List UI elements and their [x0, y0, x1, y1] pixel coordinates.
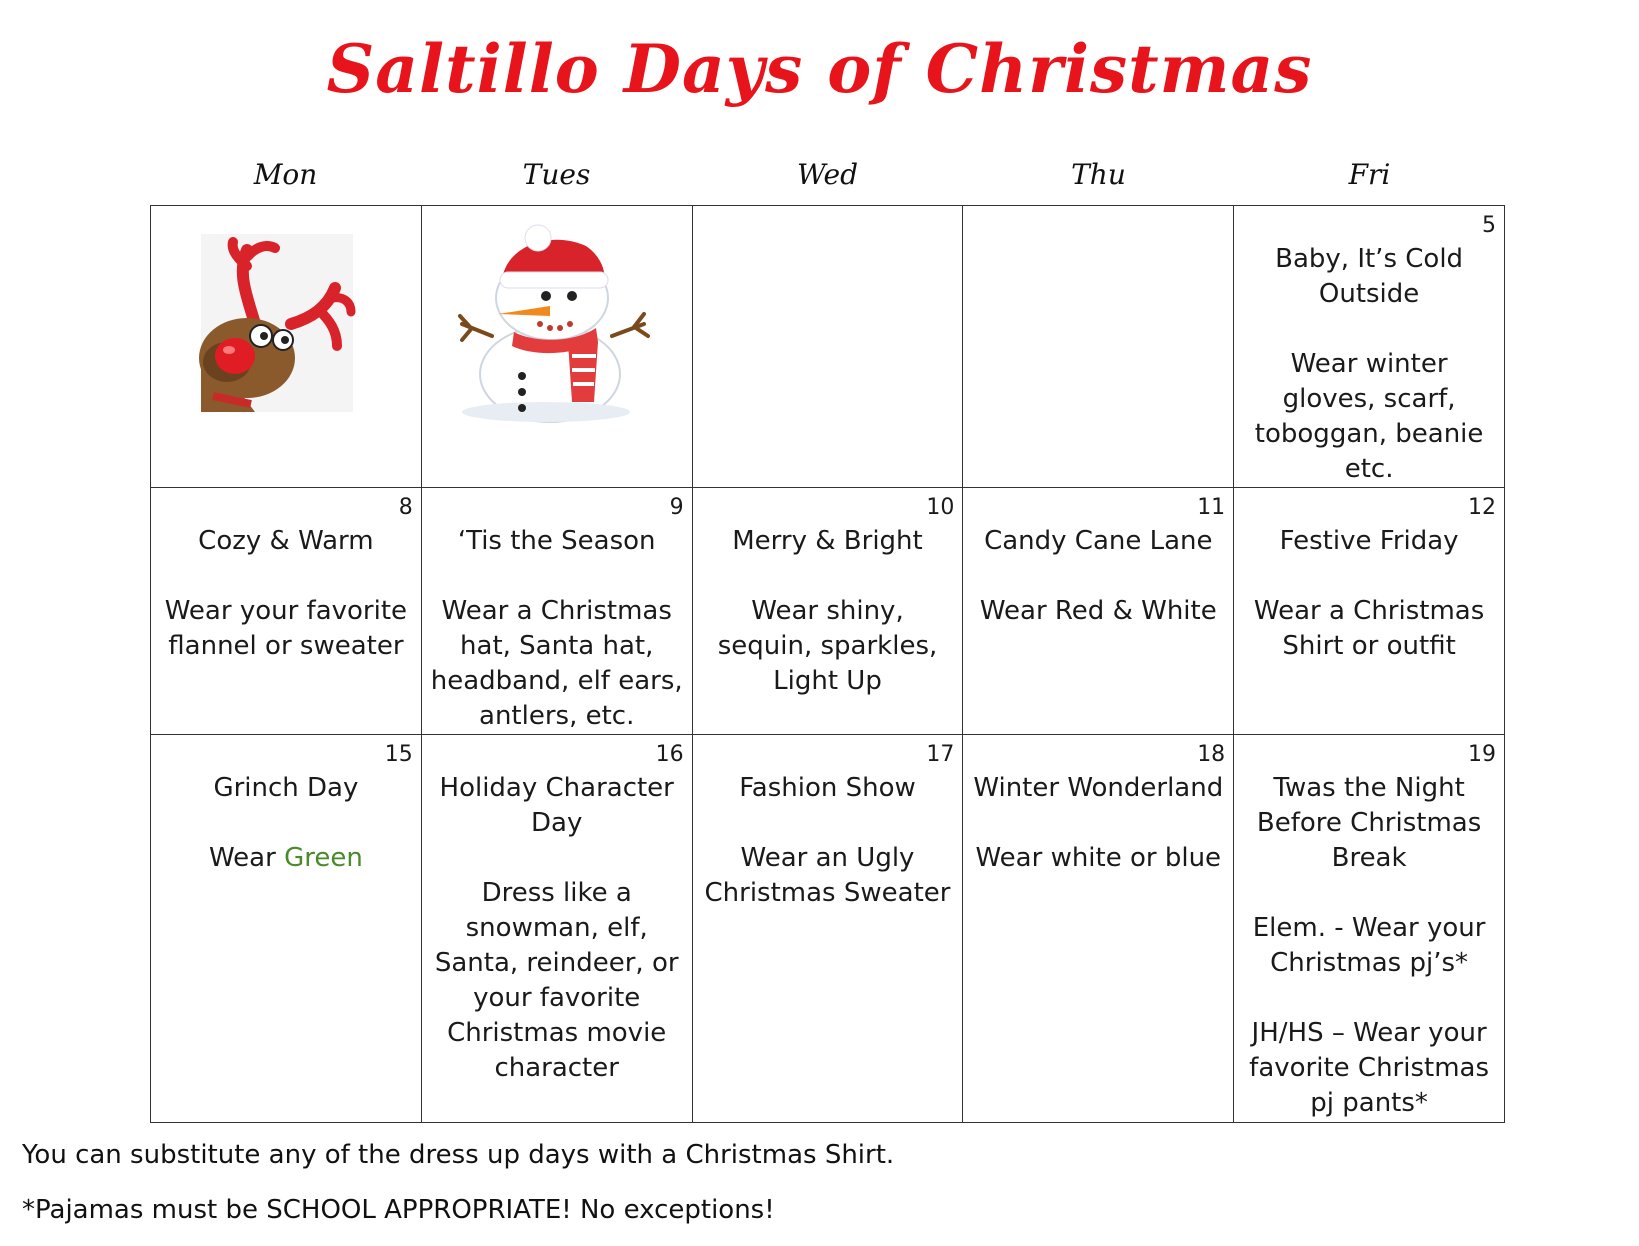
weekday-thu: Thu [1071, 158, 1126, 191]
weekday-header-row [150, 158, 1505, 191]
dress-theme: Festive Friday [1279, 526, 1459, 556]
dress-theme: Winter Wonderland [973, 773, 1224, 803]
dress-theme: Candy Cane Lane [984, 526, 1213, 556]
date-number: 15 [384, 742, 413, 767]
dress-description: Wear a Christmas hat, Santa hat, headband, elf ears, antlers, etc. [430, 596, 683, 731]
weekday-wed: Wed [797, 158, 858, 191]
date-number: 19 [1468, 742, 1496, 767]
dress-theme: Twas the Night Before Christmas Break [1256, 773, 1482, 873]
date-number: 18 [1197, 742, 1226, 767]
calendar-cell-mon-week1 [151, 206, 422, 488]
dress-description: Wear winter gloves, scarf, toboggan, beanie etc. [1254, 349, 1484, 484]
calendar-cell-thu-week3 [963, 735, 1234, 1123]
dress-theme: Cozy & Warm [198, 526, 374, 556]
pajama-note: *Pajamas must be SCHOOL APPROPRIATE! No exceptions! [22, 1195, 775, 1225]
calendar-cell-wed-week2 [692, 488, 963, 735]
weekday-fri: Fri [1348, 158, 1391, 191]
substitution-note: You can substitute any of the dress up days with a Christmas Shirt. [22, 1140, 895, 1170]
page-title: Saltillo Days of Christmas [326, 30, 1313, 108]
date-number: 17 [926, 742, 955, 767]
dress-theme: Merry & Bright [732, 526, 923, 556]
date-number: 8 [398, 495, 413, 520]
reindeer-icon [151, 206, 408, 486]
dress-description: Wear white or blue [975, 843, 1222, 873]
date-number: 11 [1197, 495, 1226, 520]
calendar-cell-tue-week3 [421, 735, 692, 1123]
calendar-week-row [151, 735, 1505, 1123]
calendar-grid [150, 205, 1505, 1123]
weekday-mon: Mon [253, 158, 318, 191]
calendar-cell-mon-week3 [151, 735, 422, 1123]
dress-description-jhhs: JH/HS – Wear your favorite Christmas pj pants* [1249, 1018, 1490, 1118]
snowman-icon [422, 206, 679, 486]
dress-description [159, 841, 413, 876]
calendar-cell-tue-week2 [421, 488, 692, 735]
date-number: 16 [655, 742, 684, 767]
dress-description: Wear Red & White [979, 596, 1217, 626]
calendar-cell-fri-week1 [1234, 206, 1505, 488]
dress-theme: ‘Tis the Season [457, 526, 656, 556]
dress-theme: Holiday Character Day [439, 773, 674, 838]
calendar-cell-thu-week1 [963, 206, 1234, 488]
date-number: 12 [1468, 495, 1496, 520]
dress-theme: Baby, It’s Cold Outside [1275, 244, 1464, 309]
dress-description: Wear an Ugly Christmas Sweater [704, 843, 951, 908]
dress-theme: Fashion Show [739, 773, 916, 803]
dress-description-elem: Elem. - Wear your Christmas pj’s* [1252, 913, 1486, 978]
weekday-tue: Tues [522, 158, 591, 191]
dress-description: Wear a Christmas Shirt or outfit [1253, 596, 1485, 661]
date-number: 9 [669, 495, 684, 520]
dress-description: Wear your favorite flannel or sweater [164, 596, 408, 661]
calendar-week-row [151, 206, 1505, 488]
dress-color-highlight: Green [284, 843, 363, 873]
calendar-cell-fri-week3 [1234, 735, 1505, 1123]
dress-description: Wear shiny, sequin, sparkles, Light Up [717, 596, 938, 696]
dress-description: Dress like a snowman, elf, Santa, reindeer, or your favorite Christmas movie character [434, 878, 679, 1083]
dress-description-prefix: Wear [208, 843, 285, 873]
calendar-cell-tue-week1 [421, 206, 692, 488]
calendar-cell-wed-week1 [692, 206, 963, 488]
calendar-cell-fri-week2 [1234, 488, 1505, 735]
calendar-cell-wed-week3 [692, 735, 963, 1123]
date-number: 5 [1482, 213, 1496, 238]
calendar-cell-thu-week2 [963, 488, 1234, 735]
calendar-week-row [151, 488, 1505, 735]
calendar-cell-mon-week2 [151, 488, 422, 735]
date-number: 10 [926, 495, 955, 520]
dress-theme: Grinch Day [213, 773, 359, 803]
